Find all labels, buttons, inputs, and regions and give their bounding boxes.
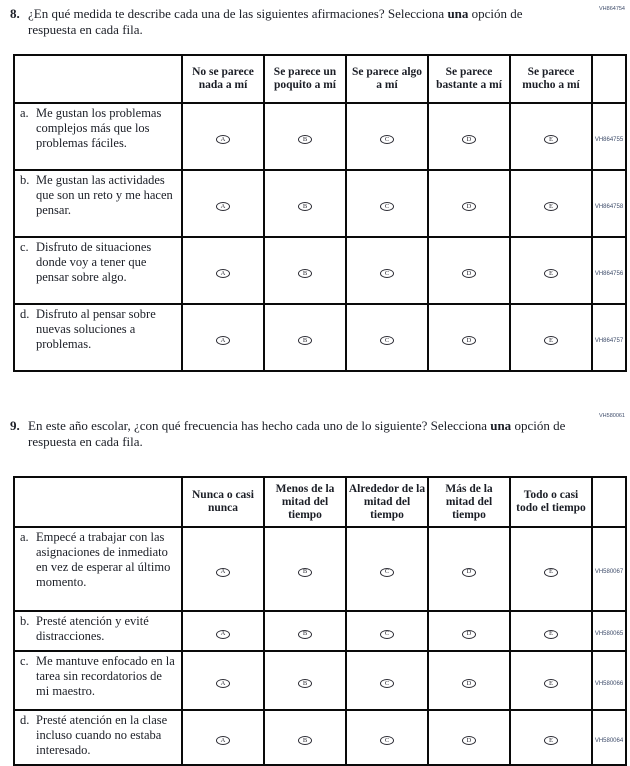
option-cell: [264, 237, 346, 304]
row-code-cell: [592, 527, 626, 611]
answer-bubble-a[interactable]: A: [216, 336, 230, 345]
option-cell: [346, 527, 428, 611]
statement-row-a: [14, 527, 626, 611]
header-row: [14, 477, 626, 527]
option-cell: [182, 237, 264, 304]
option-cell: [182, 710, 264, 765]
row-letter: a.: [20, 530, 29, 544]
question-text: [28, 6, 568, 38]
option-cell: [182, 170, 264, 237]
answer-bubble-b[interactable]: B: [298, 679, 312, 688]
empty-code-header: [592, 55, 626, 103]
statement-cell: [14, 304, 182, 371]
column-header-3: Alrededor de la mitad del tiempo: [346, 477, 428, 527]
answer-bubble-d[interactable]: D: [462, 568, 476, 577]
option-cell: [428, 651, 510, 710]
statement-cell: [14, 103, 182, 170]
statement-cell: [14, 527, 182, 611]
option-cell: [510, 651, 592, 710]
question-prompt: [10, 418, 630, 450]
question-prompt: [10, 6, 630, 38]
option-cell: [428, 527, 510, 611]
row-letter: d.: [20, 713, 30, 727]
row-code-cell: [592, 304, 626, 371]
answer-bubble-c[interactable]: C: [380, 269, 394, 278]
row-code-cell: [592, 170, 626, 237]
answer-bubble-d[interactable]: D: [462, 269, 476, 278]
answer-bubble-a[interactable]: A: [216, 269, 230, 278]
answer-bubble-b[interactable]: B: [298, 135, 312, 144]
option-cell: [346, 611, 428, 651]
row-text: Empecé a trabajar con las asignaciones de inmediato en vez de esperar al último momento.: [36, 530, 171, 589]
empty-code-header: [592, 477, 626, 527]
option-cell: [428, 103, 510, 170]
row-code: VH580067: [594, 569, 624, 575]
answer-bubble-d[interactable]: D: [462, 679, 476, 688]
column-header-5: Se parece mucho a mí: [510, 55, 592, 103]
question-code: VH864754: [599, 6, 625, 12]
answer-bubble-a[interactable]: A: [216, 679, 230, 688]
question-8-section: [10, 6, 630, 372]
answer-bubble-d[interactable]: D: [462, 336, 476, 345]
column-header-2: Menos de la mitad del tiempo: [264, 477, 346, 527]
question-text-pre: En este año escolar, ¿con qué frecuencia has hecho cada uno de lo siguiente? Selecciona: [28, 418, 491, 433]
statement-row-d: [14, 304, 626, 371]
option-cell: [182, 103, 264, 170]
column-header-1: Nunca o casi nunca: [182, 477, 264, 527]
column-header-4: Se parece bastante a mí: [428, 55, 510, 103]
option-cell: [428, 611, 510, 651]
answer-bubble-e[interactable]: E: [544, 336, 558, 345]
statement-row-c: [14, 237, 626, 304]
statement-row-c: [14, 651, 626, 710]
option-cell: [346, 304, 428, 371]
question-number: 9.: [10, 418, 20, 433]
option-cell: [346, 103, 428, 170]
row-letter: c.: [20, 654, 29, 668]
statement-row-a: [14, 103, 626, 170]
row-text: Presté atención y evité distracciones.: [36, 614, 149, 643]
empty-statement-header: [14, 477, 182, 527]
answer-bubble-d[interactable]: D: [462, 736, 476, 745]
answer-bubble-e[interactable]: E: [544, 568, 558, 577]
row-text: Me mantuve enfocado en la tarea sin recordatorios de mi maestro.: [36, 654, 175, 698]
option-cell: [346, 710, 428, 765]
answer-bubble-c[interactable]: C: [380, 202, 394, 211]
column-header-5: Todo o casi todo el tiempo: [510, 477, 592, 527]
answer-bubble-e[interactable]: E: [544, 269, 558, 278]
row-code: VH580065: [594, 631, 624, 637]
question-text: [28, 418, 568, 450]
question-9-section: [10, 413, 630, 766]
answer-bubble-b[interactable]: B: [298, 202, 312, 211]
row-letter: b.: [20, 614, 30, 628]
row-code: VH580066: [594, 680, 624, 687]
answer-bubble-c[interactable]: C: [380, 135, 394, 144]
column-header-2: Se parece un poquito a mí: [264, 55, 346, 103]
row-text: Disfruto de situaciones donde voy a tener que pensar sobre algo.: [36, 240, 152, 284]
option-cell: [182, 651, 264, 710]
answer-bubble-b[interactable]: B: [298, 736, 312, 745]
option-cell: [428, 304, 510, 371]
option-cell: [510, 304, 592, 371]
answer-bubble-c[interactable]: C: [380, 568, 394, 577]
answer-bubble-e[interactable]: E: [544, 135, 558, 144]
answer-bubble-c[interactable]: C: [380, 679, 394, 688]
option-cell: [510, 527, 592, 611]
option-cell: [346, 651, 428, 710]
row-code-cell: [592, 237, 626, 304]
response-matrix-q8: [13, 54, 627, 372]
header-row: [14, 55, 626, 103]
answer-bubble-a[interactable]: A: [216, 630, 230, 639]
question-code: VH580061: [599, 413, 625, 419]
answer-bubble-c[interactable]: C: [380, 736, 394, 745]
option-cell: [264, 527, 346, 611]
empty-statement-header: [14, 55, 182, 103]
answer-bubble-a[interactable]: A: [216, 135, 230, 144]
option-cell: [346, 170, 428, 237]
answer-bubble-a[interactable]: A: [216, 736, 230, 745]
answer-bubble-e[interactable]: E: [544, 679, 558, 688]
statement-cell: [14, 710, 182, 765]
answer-bubble-c[interactable]: C: [380, 336, 394, 345]
option-cell: [264, 710, 346, 765]
option-cell: [346, 237, 428, 304]
option-cell: [182, 527, 264, 611]
statement-row-b: [14, 611, 626, 651]
answer-bubble-b[interactable]: B: [298, 336, 312, 345]
option-cell: [510, 170, 592, 237]
option-cell: [510, 611, 592, 651]
option-cell: [264, 304, 346, 371]
answer-bubble-e[interactable]: E: [544, 202, 558, 211]
statement-cell: [14, 611, 182, 651]
answer-bubble-b[interactable]: B: [298, 269, 312, 278]
row-text: Me gustan los problemas complejos más que los problemas fáciles.: [36, 106, 162, 150]
row-code: VH864757: [594, 337, 624, 344]
answer-bubble-d[interactable]: D: [462, 630, 476, 639]
option-cell: [510, 710, 592, 765]
row-code: VH580064: [594, 737, 624, 744]
answer-bubble-d[interactable]: D: [462, 135, 476, 144]
question-text-post: opción de respuesta en cada fila.: [28, 6, 523, 37]
row-code-cell: [592, 611, 626, 651]
row-letter: a.: [20, 106, 29, 120]
column-header-1: No se parece nada a mí: [182, 55, 264, 103]
row-text: Presté atención en la clase incluso cuando no estaba interesado.: [36, 713, 168, 757]
row-letter: b.: [20, 173, 30, 187]
answer-bubble-a[interactable]: A: [216, 568, 230, 577]
option-cell: [182, 304, 264, 371]
response-matrix-q9: [13, 476, 627, 766]
question-text-bold: una: [447, 6, 469, 21]
question-text-pre: ¿En qué medida te describe cada una de las siguientes afirmaciones? Selecciona: [28, 6, 448, 21]
answer-bubble-b[interactable]: B: [298, 630, 312, 639]
option-cell: [428, 170, 510, 237]
row-letter: d.: [20, 307, 30, 321]
column-header-4: Más de la mitad del tiempo: [428, 477, 510, 527]
statement-cell: [14, 170, 182, 237]
statement-cell: [14, 237, 182, 304]
question-text-post: opción de respuesta en cada fila.: [28, 418, 566, 449]
answer-bubble-a[interactable]: A: [216, 202, 230, 211]
option-cell: [264, 103, 346, 170]
answer-bubble-e[interactable]: E: [544, 736, 558, 745]
row-code: VH864756: [594, 270, 624, 277]
answer-bubble-e[interactable]: E: [544, 630, 558, 639]
row-text: Disfruto al pensar sobre nuevas soluciones a problemas.: [36, 307, 156, 351]
row-text: Me gustan las actividades que son un reto y me hacen pensar.: [36, 173, 173, 217]
row-code-cell: [592, 710, 626, 765]
statement-cell: [14, 651, 182, 710]
option-cell: [510, 103, 592, 170]
option-cell: [428, 710, 510, 765]
statement-row-d: [14, 710, 626, 765]
question-number: 8.: [10, 6, 20, 21]
statement-row-b: [14, 170, 626, 237]
option-cell: [264, 651, 346, 710]
row-code: VH864755: [594, 136, 624, 143]
option-cell: [264, 170, 346, 237]
row-code-cell: [592, 651, 626, 710]
option-cell: [264, 611, 346, 651]
question-text-bold: una: [490, 418, 512, 433]
option-cell: [182, 611, 264, 651]
row-code: VH864758: [594, 203, 624, 210]
row-code-cell: [592, 103, 626, 170]
answer-bubble-c[interactable]: C: [380, 630, 394, 639]
option-cell: [428, 237, 510, 304]
answer-bubble-b[interactable]: B: [298, 568, 312, 577]
answer-bubble-d[interactable]: D: [462, 202, 476, 211]
option-cell: [510, 237, 592, 304]
column-header-3: Se parece algo a mí: [346, 55, 428, 103]
row-letter: c.: [20, 240, 29, 254]
